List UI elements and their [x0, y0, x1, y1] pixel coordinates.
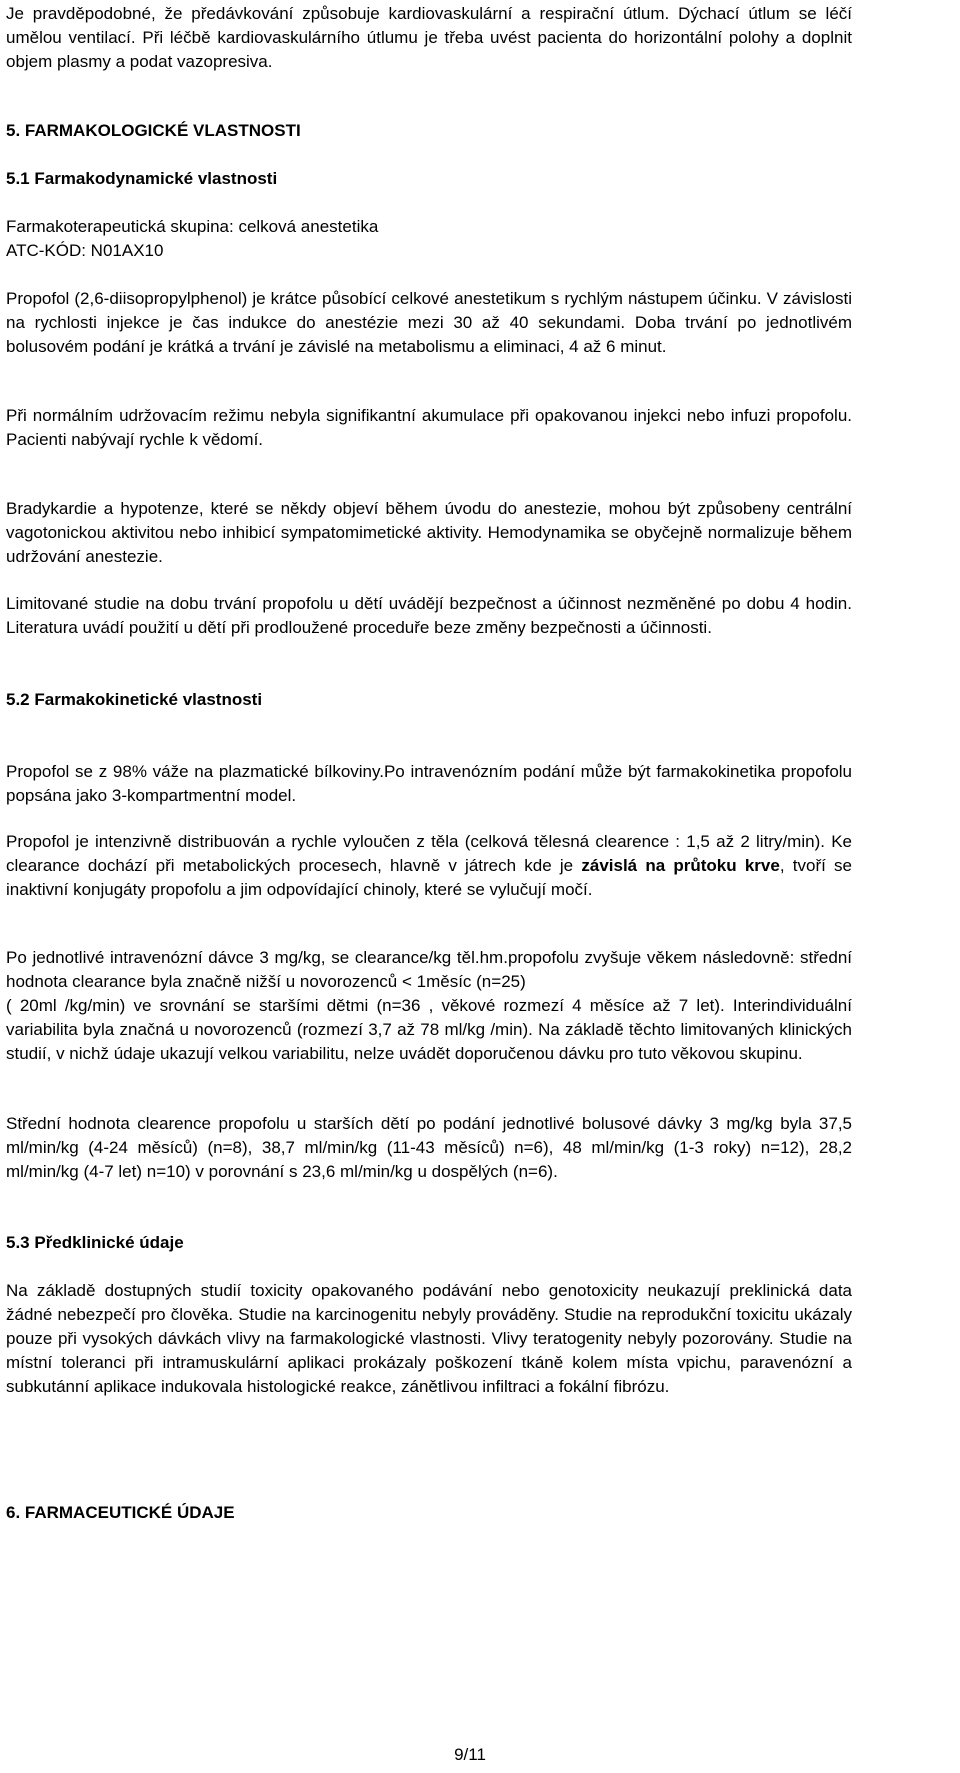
section-5-3-heading: 5.3 Předklinické údaje	[6, 1233, 184, 1252]
pharmacodynamics-paragraph-1: Propofol (2,6-diisopropylphenol) je krátce působící celkové anestetikum s rychlým nástupem účinku. V závislosti na rychlosti injekce je čas indukce do anestézie mezi 30 až 40 sekundami. Doba trvání po jednotlivém bolusovém podání je krátká a trvání je závislé na metabolismu a eliminaci, 4 až 6 minut.	[6, 289, 852, 356]
section-5-heading: 5. FARMAKOLOGICKÉ VLASTNOSTI	[6, 121, 301, 140]
pharmacokinetics-paragraph-2: Propofol je intenzivně distribuován a rychle vyloučen z těla (celková tělesná clearence : 1,5 až 2 litry/min). Ke clearance dochází při metabolických procesech, hlavně v játrech kde je závislá na průtoku krve, tvoří se inaktivní konjugáty propofolu a jim odpovídající chinoly, které se vylučují močí.	[6, 832, 852, 899]
pharmacodynamics-paragraph-4: Limitované studie na dobu trvání propofolu u dětí uvádějí bezpečnost a účinnost nezměněné po dobu 4 hodin. Literatura uvádí použití u dětí při prodloužené proceduře beze změny bezpečnosti a účinnosti.	[6, 594, 852, 637]
atc-code: ATC-KÓD: N01AX10	[6, 241, 164, 260]
pharmacodynamics-paragraph-3: Bradykardie a hypotenze, které se někdy objeví během úvodu do anestezie, mohou být způsobeny centrální vagotonickou aktivitou nebo inhibicí sympatomimetické aktivity. Hemodynamika se obyčejně normalizuje během udržování anestezie.	[6, 499, 852, 566]
pharmacokinetics-paragraph-3b: ( 20ml /kg/min) ve srovnání se staršími dětmi (n=36 , věkové rozmezí 4 měsíce až 7 let). Interindividuální variabilita byla značná u novorozenců (rozmezí 3,7 až 78 ml/kg /min). Na základě těchto limitovaných klinických studií, v nichž údaje ukazují velkou variabilitu, nelze uvádět doporučenou dávku pro tuto věkovou skupinu.	[6, 996, 852, 1063]
overdose-paragraph: Je pravděpodobné, že předávkování způsobuje kardiovaskulární a respirační útlum. Dýchací útlum se léčí umělou ventilací. Při léčbě kardiovaskulárního útlumu je třeba uvést pacienta do horizontální polohy a doplnit objem plasmy a podat vazopresiva.	[6, 4, 852, 71]
pharmacokinetics-paragraph-3a: Po jednotlivé intravenózní dávce 3 mg/kg, se clearance/kg těl.hm.propofolu zvyšuje věkem následovně: střední hodnota clearance byla značně nižší u novorozenců < 1měsíc (n=25)	[6, 948, 852, 991]
pharmacodynamics-paragraph-2: Při normálním udržovacím režimu nebyla signifikantní akumulace při opakovanou injekci nebo infuzi propofolu. Pacienti nabývají rychle k vědomí.	[6, 406, 852, 449]
section-6-heading: 6. FARMACEUTICKÉ ÚDAJE	[6, 1503, 235, 1522]
pharmacokinetics-paragraph-1: Propofol se z 98% váže na plazmatické bílkoviny.Po intravenózním podání může být farmakokinetika propofolu popsána jako 3-kompartmentní model.	[6, 762, 852, 805]
page-number: 9/11	[454, 1745, 486, 1764]
pharmacokinetics-paragraph-4: Střední hodnota clearence propofolu u starších dětí po podání jednotlivé bolusové dávky 3 mg/kg byla 37,5 ml/min/kg (4-24 měsíců) (n=8), 38,7 ml/min/kg (11-43 měsíců) n=6), 48 ml/min/kg (1-3 roky) n=12), 28,2 ml/min/kg (4-7 let) n=10) v porovnání s 23,6 ml/min/kg u dospělých (n=6).	[6, 1114, 852, 1181]
emphasis-flow-dependent: závislá na průtoku krve	[581, 856, 780, 875]
pharmacotherapeutic-group: Farmakoterapeutická skupina: celková anestetika	[6, 217, 379, 236]
section-5-2-heading: 5.2 Farmakokinetické vlastnosti	[6, 690, 263, 709]
section-5-1-heading: 5.1 Farmakodynamické vlastnosti	[6, 169, 278, 188]
preclinical-paragraph: Na základě dostupných studií toxicity opakovaného podávání nebo genotoxicity neukazují preklinická data žádné nebezpečí pro člověka. Studie na karcinogenitu nebyly prováděny. Studie na reprodukční toxicitu ukázaly pouze při vysokých dávkách vlivy na farmakologické vlastnosti. Vlivy teratogenity nebyly pozorovány. Studie na místní toleranci při intramuskulární aplikaci prokázaly poškození tkáně kolem místa vpichu, paravenózní a subkutánní aplikace indukovala histologické reakce, zánětlivou infiltraci a fokální fibrózu.	[6, 1281, 852, 1396]
